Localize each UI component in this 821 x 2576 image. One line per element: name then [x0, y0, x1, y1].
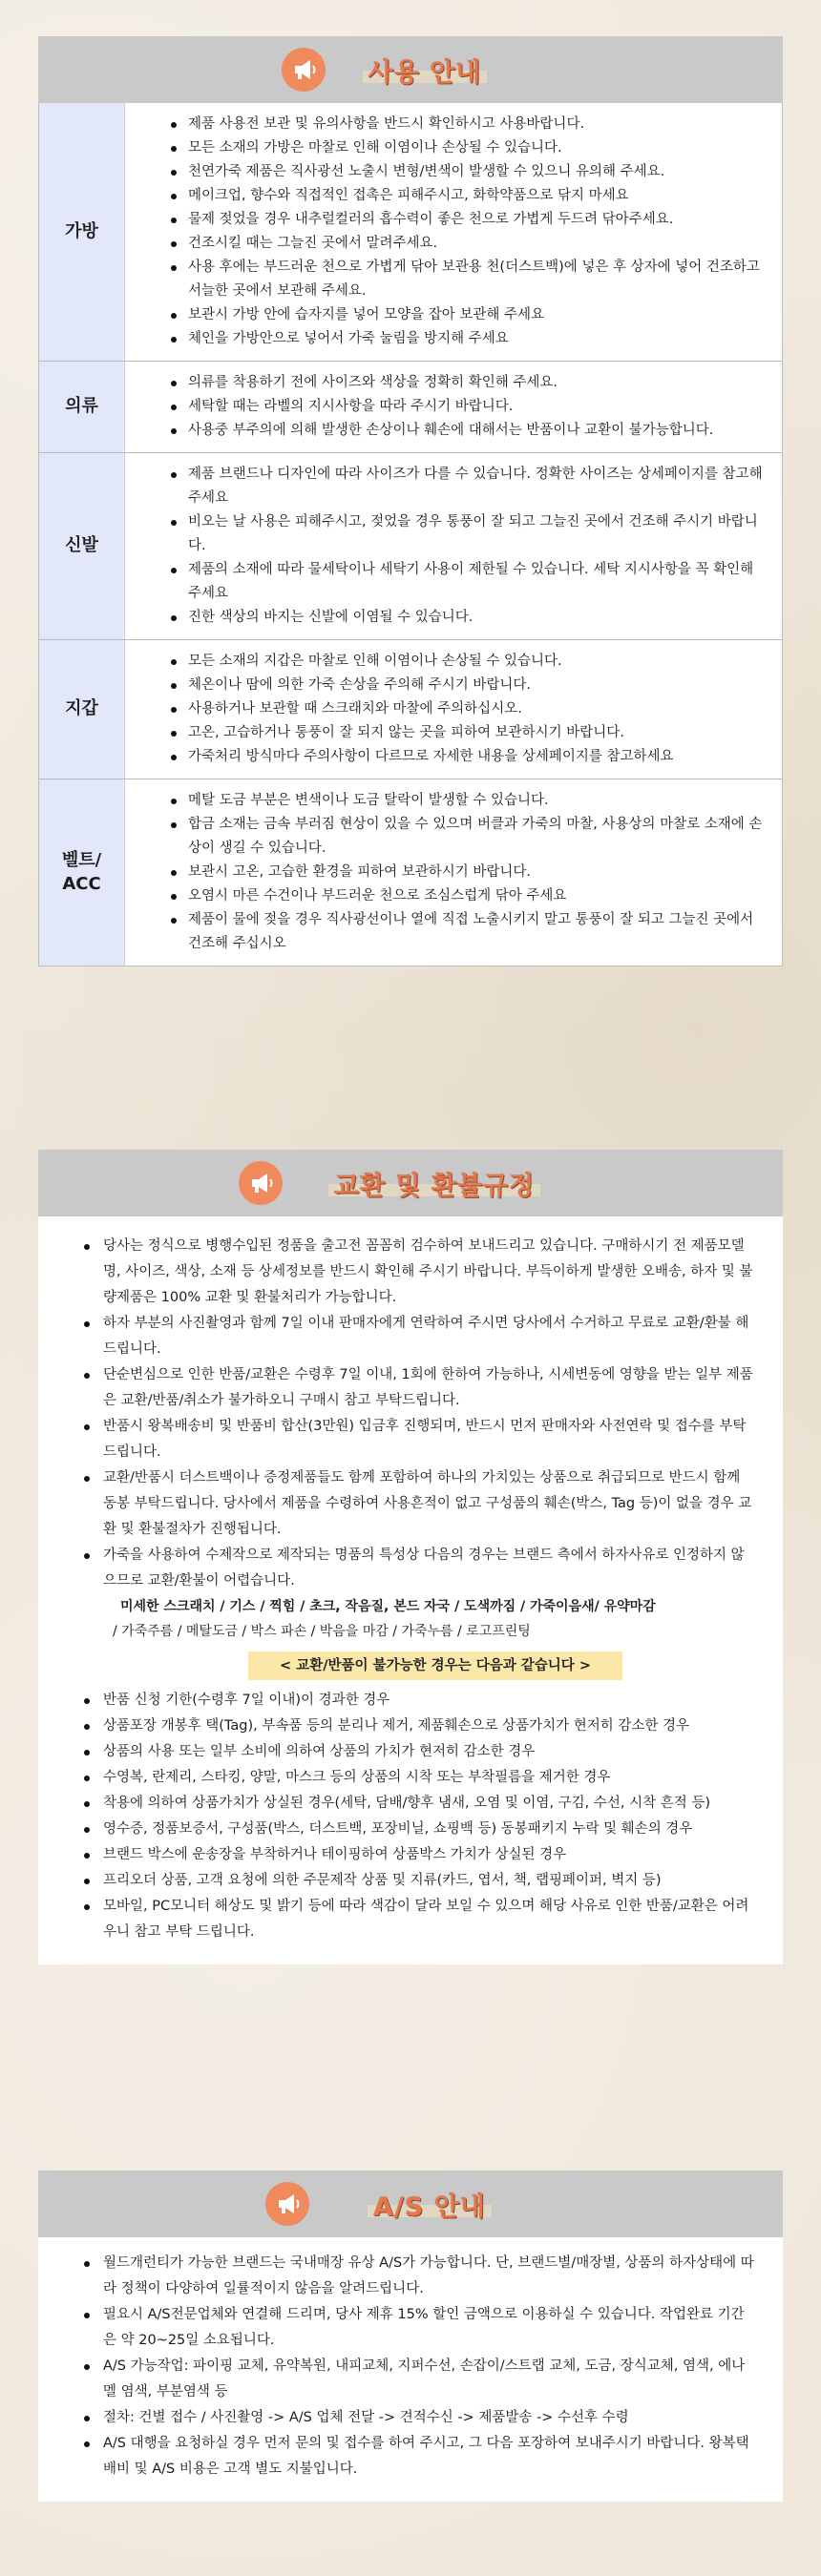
category-label: 벨트/ ACC	[39, 779, 125, 966]
list-item: 사용 후에는 부드러운 천으로 가볍게 닦아 보관용 천(더스트백)에 넣은 후 상자에 넣어 건조하고 서늘한 곳에서 보관해 주세요.	[171, 256, 763, 303]
usage-row-bag	[39, 103, 782, 362]
list-item: A/S 가능작업: 파이핑 교체, 유약복원, 내피교체, 지퍼수선, 손잡이/스트랩 교체, 도금, 장식교체, 염색, 에나멜 염색, 부분염색 등	[84, 2354, 754, 2405]
as-header	[38, 2171, 783, 2237]
list-item: 제품의 소재에 따라 물세탁이나 세탁기 사용이 제한될 수 있습니다. 세탁 지시사항을 꼭 확인해 주세요	[171, 558, 763, 606]
list-item: 비오는 날 사용은 피해주시고, 젖었을 경우 통풍이 잘 되고 그늘진 곳에서 건조해 주시기 바랍니다.	[171, 510, 763, 558]
usage-row-clothing	[39, 362, 782, 453]
list-item: 제품이 물에 젖을 경우 직사광선이나 열에 직접 노출시키지 말고 통풍이 잘 되고 그늘진 곳에서 건조해 주십시오	[171, 908, 763, 956]
list-item: 반품시 왕복배송비 및 반품비 합산(3만원) 입금후 진행되며, 반드시 먼저 판매자와 사전연락 및 접수를 부탁드립니다.	[84, 1414, 754, 1465]
list-item: 가죽처리 방식마다 주의사항이 다르므로 자세한 내용을 상세페이지를 참고하세요	[171, 745, 763, 769]
list-item: 사용하거나 보관할 때 스크래치와 마찰에 주의하십시오.	[171, 697, 763, 721]
list-item: 수영복, 란제리, 스타킹, 양말, 마스크 등의 상품의 시착 또는 부착필름을 제거한 경우	[84, 1765, 754, 1791]
as-panel	[38, 2237, 783, 2502]
list-item: 세탁할 때는 라벨의 지시사항을 따라 주시기 바랍니다.	[171, 395, 763, 419]
list-item: 모든 소재의 가방은 마찰로 인해 이염이나 손상될 수 있습니다.	[171, 136, 763, 160]
list-item: 영수증, 정품보증서, 구성품(박스, 더스트백, 포장비닐, 쇼핑백 등) 동봉패키지 누락 및 훼손의 경우	[84, 1817, 754, 1842]
list-item: 절차: 건별 접수 / 사진촬영 -> A/S 업체 전달 -> 견적수신 -> 제품발송 -> 수선후 수령	[84, 2405, 754, 2431]
list-item: 착용에 의하여 상품가치가 상실된 경우(세탁, 담배/향후 냄새, 오염 및 이염, 구김, 수선, 시착 흔적 등)	[84, 1791, 754, 1817]
list-item: 오염시 마른 수건이나 부드러운 천으로 조심스럽게 닦아 주세요	[171, 884, 763, 908]
list-item: 당사는 정식으로 병행수입된 정품을 출고전 꼼꼼히 검수하여 보내드리고 있습니다. 구매하시기 전 제품모델명, 사이즈, 색상, 소재 등 상세정보를 반드시 확인해 주시기 바랍니다. 부득이하게 발생한 오배송, 하자 및 불량제품은 100% 교환 및 환불처리가 가능합니다.	[84, 1234, 754, 1311]
megaphone-icon	[265, 2182, 309, 2226]
list-item: 건조시킬 때는 그늘진 곳에서 말려주세요.	[171, 232, 763, 256]
list-item: 합금 소재는 금속 부러짐 현상이 있을 수 있으며 버클과 가죽의 마찰, 사용상의 마찰로 소재에 손상이 생길 수 있습니다.	[171, 813, 763, 861]
list-item: 진한 색상의 바지는 신발에 이염될 수 있습니다.	[171, 606, 763, 630]
usage-row-shoes	[39, 453, 782, 640]
non-returnable-notice: < 교환/반품이 불가능한 경우는 다음과 같습니다 >	[248, 1652, 622, 1680]
list-item: 체온이나 땀에 의한 가죽 손상을 주의해 주시기 바랍니다.	[171, 674, 763, 697]
list-item: 보관시 고온, 고습한 환경을 피하여 보관하시기 바랍니다.	[171, 861, 763, 884]
list-item: 제품 브랜드나 디자인에 따라 사이즈가 다를 수 있습니다. 정확한 사이즈는 상세페이지를 참고해 주세요	[171, 463, 763, 510]
list-item: 고온, 고습하거나 통풍이 잘 되지 않는 곳을 피하여 보관하시기 바랍니다.	[171, 721, 763, 745]
list-item: 보관시 가방 안에 습자지를 넣어 모양을 잡아 보관해 주세요	[171, 303, 763, 327]
list-item: 모바일, PC모니터 해상도 및 밝기 등에 따라 색감이 달라 보일 수 있으며 해당 사유로 인한 반품/교환은 어려우니 참고 부탁 드립니다.	[84, 1894, 754, 1945]
category-label: 지갑	[39, 640, 125, 779]
list-item: 가죽을 사용하여 수제작으로 제작되는 명품의 특성상 다음의 경우는 브랜드 측에서 하자사유로 인정하지 않으므로 교환/환불이 어렵습니다.	[84, 1543, 754, 1594]
as-title: A/S 안내	[373, 2192, 486, 2222]
megaphone-icon	[282, 48, 326, 92]
list-item: A/S 대행을 요청하실 경우 먼저 문의 및 접수를 하여 주시고, 그 다음 포장하여 보내주시기 바랍니다. 왕복택배비 및 A/S 비용은 고객 별도 지불입니다.	[84, 2431, 754, 2483]
list-item: 하자 부분의 사진촬영과 함께 7일 이내 판매자에게 연락하여 주시면 당사에서 수거하고 무료로 교환/환불 해 드립니다.	[84, 1311, 754, 1362]
usage-header	[38, 36, 783, 103]
category-label: 가방	[39, 103, 125, 361]
list-item: 브랜드 박스에 운송장을 부착하거나 테이핑하여 상품박스 가치가 상실된 경우	[84, 1842, 754, 1868]
list-item: 체인을 가방안으로 넣어서 가죽 눌림을 방지해 주세요	[171, 327, 763, 351]
list-item: 메탈 도금 부분은 변색이나 도금 탈락이 발생할 수 있습니다.	[171, 789, 763, 813]
list-item: 단순변심으로 인한 반품/교환은 수령후 7일 이내, 1회에 한하여 가능하나, 시세변동에 영향을 받는 일부 제품은 교환/반품/취소가 불가하오니 구매시 참고 부탁드립니다.	[84, 1362, 754, 1414]
exchange-title: 교환 및 환불규정	[333, 1171, 536, 1201]
damage-types-line: / 가죽주름 / 메탈도금 / 박스 파손 / 박음을 마감 / 가죽누름 / 로고프린팅	[113, 1624, 531, 1639]
list-item: 필요시 A/S전문업체와 연결해 드리며, 당사 제휴 15% 할인 금액으로 이용하실 수 있습니다. 작업완료 기간은 약 20~25일 소요됩니다.	[84, 2302, 754, 2354]
exchange-panel	[38, 1216, 783, 1964]
list-item: 프리오더 상품, 고객 요청에 의한 주문제작 상품 및 지류(카드, 엽서, 책, 랩핑페이퍼, 벽지 등)	[84, 1868, 754, 1894]
list-item: 모든 소재의 지갑은 마찰로 인해 이염이나 손상될 수 있습니다.	[171, 650, 763, 674]
exchange-section	[38, 1150, 783, 1964]
category-label: 신발	[39, 453, 125, 639]
damage-types-line: 미세한 스크래치 / 기스 / 찍힘 / 초크, 작음질, 본드 자국 / 도색까짐 / 가죽이음새/ 유약마감	[120, 1599, 656, 1614]
list-item: 의류를 착용하기 전에 사이즈와 색상을 정확히 확인해 주세요.	[171, 371, 763, 395]
category-label: 의류	[39, 362, 125, 452]
usage-row-belt-acc	[39, 779, 782, 966]
exchange-header	[38, 1150, 783, 1216]
usage-section	[38, 36, 783, 966]
list-item: 상품의 사용 또는 일부 소비에 의하여 상품의 가치가 현저히 감소한 경우	[84, 1739, 754, 1765]
list-item: 교환/반품시 더스트백이나 증정제품들도 함께 포함하여 하나의 가치있는 상품으로 취급되므로 반드시 함께 동봉 부탁드립니다. 당사에서 제품을 수령하여 사용흔적이 없고 구성품의 훼손(박스, Tag 등)이 없을 경우 교환 및 환불절차가 진행됩니다.	[84, 1465, 754, 1543]
list-item: 메이크업, 향수와 직접적인 접촉은 피해주시고, 화학약품으로 닦지 마세요	[171, 184, 763, 208]
list-item: 월드개런티가 가능한 브랜드는 국내매장 유상 A/S가 가능합니다. 단, 브랜드별/매장별, 상품의 하자상태에 따라 정책이 다양하여 일률적이지 않음을 알려드립니다.	[84, 2251, 754, 2302]
list-item: 제품 사용전 보관 및 유의사항을 반드시 확인하시고 사용바랍니다.	[171, 113, 763, 136]
list-item: 사용중 부주의에 의해 발생한 손상이나 훼손에 대해서는 반품이나 교환이 불가능합니다.	[171, 419, 763, 443]
list-item: 반품 신청 기한(수령후 7일 이내)이 경과한 경우	[84, 1688, 754, 1714]
as-section	[38, 2171, 783, 2502]
list-item: 물제 젖었을 경우 내추럴컬러의 흡수력이 좋은 천으로 가볍게 두드려 닦아주세요.	[171, 208, 763, 232]
usage-title: 사용 안내	[368, 57, 482, 88]
list-item: 천연가죽 제품은 직사광선 노출시 변형/변색이 발생할 수 있으니 유의해 주세요.	[171, 160, 763, 184]
megaphone-icon	[239, 1161, 283, 1205]
usage-table	[38, 103, 783, 966]
list-item: 상품포장 개봉후 택(Tag), 부속품 등의 분리나 제거, 제품훼손으로 상품가치가 현저히 감소한 경우	[84, 1714, 754, 1739]
usage-row-wallet	[39, 640, 782, 779]
